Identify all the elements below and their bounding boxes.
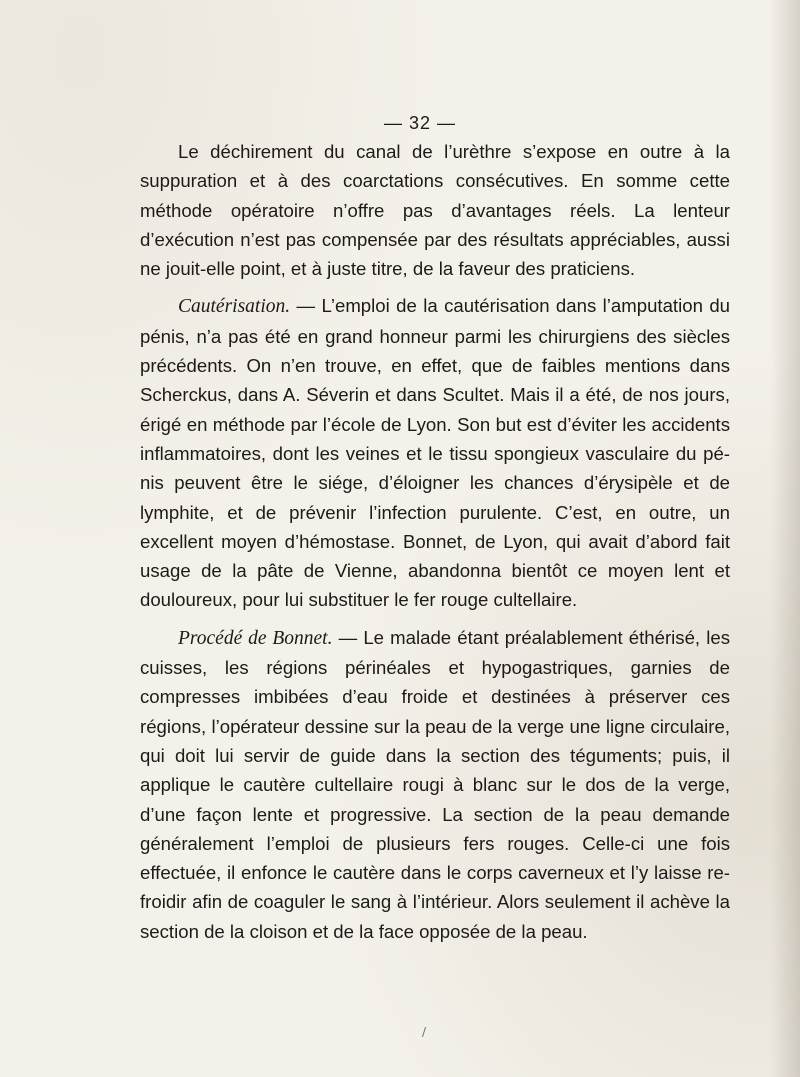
section-heading-procede-bonnet: Procédé de Bonnet. (178, 627, 333, 649)
paragraph-1 (140, 137, 730, 283)
paragraph-3-text: — Le malade étant préalablement éthérisé, les cuisses, les régions périnéales et hypogastriques, garnies de compresses imbibées d’eau froide et destinées à préserver ces régions, l’opérateur dessine sur la peau de la verge une ligne circulaire, qui doit lui servir de guide dans la section des téguments; puis, il applique le cautère cultellaire rougi à blanc sur le dos de la verge, d’une façon lente et progressive. La section de la peau demande généralement l’emploi de plusieurs fers rouges. Celle-ci une fois effectuée, il enfonce le cautère dans le corps caverneux et l’y laisse refroidir afin de coaguler le sang à l’intérieur. Alors seulement il achève la section de la cloison et de la face opposée de la peau. (140, 626, 730, 942)
paragraph-3 (140, 623, 730, 946)
paragraph-2-text: — L’emploi de la cautérisation dans l’amputation du pénis, n’a pas été en grand honneur parmi les chirurgiens des siècles précédents. On n’en trouve, en effet, que de faibles mentions dans Scherckus, dans A. Séverin et dans Scultet. Mais il a été, de nos jours, érigé en méthode par l’école de Lyon. Son but est d’éviter les accidents inflammatoires, dont les veines et le tissu spongieux vasculaire du pénis peuvent être le siége, d’éloigner les chances d’érysipèle et de lymphite, et de prévenir l’infection purulente. C’est, en outre, un excellent moyen d’hémostase. Bonnet, de Lyon, qui avait d’abord fait usage de la pâte de Vienne, abandonna bientôt ce moyen lent et douloureux, pour lui substituer le fer rouge cultellaire. (140, 295, 730, 611)
stray-ink-mark: / (422, 1025, 427, 1039)
paragraph-1-text: Le déchirement du canal de l’urèthre s’expose en outre à la suppuration et à des coarctations consécutives. En somme cette méthode opératoire n’offre pas d’avantages réels. La lenteur d’exécution n’est pas compensée par des résultats appréciables, aussi ne jouit-elle point, et à juste titre, de la faveur des praticiens. (140, 141, 730, 280)
paragraph-2 (140, 291, 730, 614)
section-heading-cauterisation: Cautérisation. (178, 296, 291, 318)
body-text (140, 137, 730, 954)
page-edge-shadow (770, 0, 800, 1077)
page-number: — 32 — (383, 113, 457, 133)
